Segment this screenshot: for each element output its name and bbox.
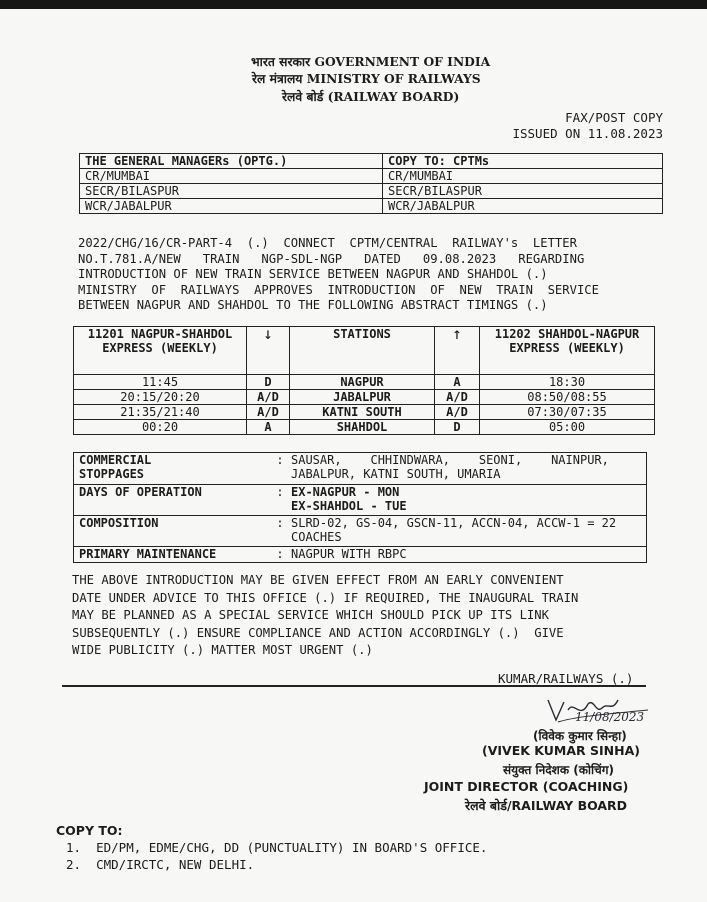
sender-line: KUMAR/RAILWAYS (.) — [498, 671, 634, 686]
header-line-1 — [251, 53, 490, 70]
gm-cell: WCR/JABALPUR — [80, 199, 383, 214]
header-line-3 — [282, 88, 459, 105]
header-hindi-2: रेल मंत्रालय — [252, 71, 303, 86]
table-row — [74, 420, 655, 435]
stoppages-label — [74, 453, 275, 485]
copy-to-label: COPY TO: — [56, 823, 123, 838]
down-arrow: ↓ — [247, 327, 290, 375]
days-line: EX-NAGPUR - MON — [291, 485, 400, 499]
copy-to-header: COPY TO: CPTMs — [383, 154, 663, 169]
separator: : — [274, 453, 286, 485]
gm-cell: SECR/BILASPUR — [80, 184, 383, 199]
down-code: A/D — [247, 405, 290, 420]
fax-label: FAX/POST COPY — [565, 110, 663, 125]
timetable — [73, 326, 655, 435]
up-time: 07:30/07:35 — [480, 405, 655, 420]
intro-line: 2022/CHG/16/CR-PART-4 (.) CONNECT CPTM/CENTRAL RAILWAY's LETTER — [78, 236, 577, 250]
signatory-title: JOINT DIRECTOR (COACHING) — [424, 779, 629, 794]
stoppages-line: JABALPUR, KATNI SOUTH, UMARIA — [291, 467, 501, 481]
down-train-name: 11201 NAGPUR-SHAHDOL EXPRESS (WEEKLY) — [87, 327, 233, 355]
signatory-name-hindi: (विवेक कुमार सिन्हा) — [533, 729, 627, 743]
days-value — [286, 485, 647, 516]
down-time: 00:20 — [74, 420, 247, 435]
down-code: D — [247, 375, 290, 390]
issued-date: ISSUED ON 11.08.2023 — [512, 126, 663, 141]
separator: : — [274, 485, 286, 516]
stoppages-label-text: COMMERCIAL STOPPAGES — [79, 453, 152, 481]
days-line: EX-SHAHDOL - TUE — [291, 499, 407, 513]
cptm-cell: SECR/BILASPUR — [383, 184, 663, 199]
down-time: 11:45 — [74, 375, 247, 390]
header-english-3: (RAILWAY BOARD) — [327, 89, 460, 104]
closing-line: MAY BE PLANNED AS A SPECIAL SERVICE WHICH SHOULD PICK UP ITS LINK — [72, 608, 549, 622]
top-edge-bar — [0, 0, 707, 9]
closing-line: DATE UNDER ADVICE TO THIS OFFICE (.) IF REQUIRED, THE INAUGURAL TRAIN — [72, 590, 579, 605]
gm-cell: CR/MUMBAI — [80, 169, 383, 184]
up-code: A/D — [435, 390, 480, 405]
signatory-title-hindi: संयुक्त निदेशक (कोचिंग) — [503, 763, 614, 777]
up-time: 18:30 — [480, 375, 655, 390]
table-row — [74, 390, 655, 405]
stoppages-value — [286, 453, 647, 485]
composition-value — [286, 516, 647, 547]
down-code: A — [247, 420, 290, 435]
up-code: A/D — [435, 405, 480, 420]
intro-line: MINISTRY OF RAILWAYS APPROVES INTRODUCTION OF NEW TRAIN SERVICE — [78, 282, 599, 297]
divider-line — [62, 685, 646, 687]
days-label: DAYS OF OPERATION — [74, 485, 275, 516]
address-table — [79, 153, 663, 214]
up-time: 05:00 — [480, 420, 655, 435]
table-row — [74, 405, 655, 420]
closing-line: SUBSEQUENTLY (.) ENSURE COMPLIANCE AND ACTION ACCORDINGLY (.) GIVE — [72, 625, 564, 640]
separator: : — [274, 547, 286, 563]
down-code: A/D — [247, 390, 290, 405]
up-train-header — [480, 327, 655, 375]
header-english-2: MINISTRY OF RAILWAYS — [306, 71, 481, 86]
details-table — [73, 452, 647, 563]
closing-paragraph — [72, 572, 648, 660]
maintenance-value: NAGPUR WITH RBPC — [286, 547, 647, 563]
intro-paragraph — [78, 236, 660, 314]
down-train-header — [74, 327, 247, 375]
signatory-office: रेलवे बोर्ड/RAILWAY BOARD — [465, 798, 628, 813]
intro-line: NO.T.781.A/NEW TRAIN NGP-SDL-NGP DATED 09.08.2023 REGARDING — [78, 251, 585, 266]
down-time: 21:35/21:40 — [74, 405, 247, 420]
signature-date: 11/08/2023 — [575, 710, 645, 724]
composition-label: COMPOSITION — [74, 516, 275, 547]
station-name: JABALPUR — [290, 390, 435, 405]
station-name: KATNI SOUTH — [290, 405, 435, 420]
table-row — [74, 375, 655, 390]
up-arrow: ↑ — [435, 327, 480, 375]
signatory-name: (VIVEK KUMAR SINHA) — [482, 743, 640, 758]
copy-to-item: 2. CMD/IRCTC, NEW DELHI. — [66, 857, 255, 872]
header-english-1: GOVERNMENT OF INDIA — [314, 54, 491, 69]
stations-header: STATIONS — [290, 327, 435, 375]
station-name: NAGPUR — [290, 375, 435, 390]
up-train-name: 11202 SHAHDOL-NAGPUR EXPRESS (WEEKLY) — [494, 327, 640, 355]
header-hindi-1: भारत सरकार — [251, 54, 311, 69]
header-hindi-3: रेलवे बोर्ड — [282, 89, 324, 104]
composition-line: COACHES — [291, 530, 342, 544]
up-code: A — [435, 375, 480, 390]
maintenance-label: PRIMARY MAINTENANCE — [74, 547, 275, 563]
composition-line: SLRD-02, GS-04, GSCN-11, ACCN-04, ACCW-1 = 22 — [291, 516, 617, 530]
copy-to-item: 1. ED/PM, EDME/CHG, DD (PUNCTUALITY) IN BOARD'S OFFICE. — [66, 840, 488, 855]
up-time: 08:50/08:55 — [480, 390, 655, 405]
general-managers-header: THE GENERAL MANAGERs (OPTG.) — [80, 154, 383, 169]
cptm-cell: CR/MUMBAI — [383, 169, 663, 184]
down-time: 20:15/20:20 — [74, 390, 247, 405]
closing-line: THE ABOVE INTRODUCTION MAY BE GIVEN EFFECT FROM AN EARLY CONVENIENT — [72, 573, 564, 587]
header-line-2 — [252, 70, 481, 87]
closing-line: WIDE PUBLICITY (.) MATTER MOST URGENT (.) — [72, 643, 373, 657]
intro-line: BETWEEN NAGPUR AND SHAHDOL TO THE FOLLOWING ABSTRACT TIMINGS (.) — [78, 298, 548, 313]
cptm-cell: WCR/JABALPUR — [383, 199, 663, 214]
separator: : — [274, 516, 286, 547]
stoppages-line: SAUSAR, CHHINDWARA, SEONI, NAINPUR, — [291, 453, 609, 467]
station-name: SHAHDOL — [290, 420, 435, 435]
intro-line: INTRODUCTION OF NEW TRAIN SERVICE BETWEEN NAGPUR AND SHAHDOL (.) — [78, 267, 548, 282]
up-code: D — [435, 420, 480, 435]
